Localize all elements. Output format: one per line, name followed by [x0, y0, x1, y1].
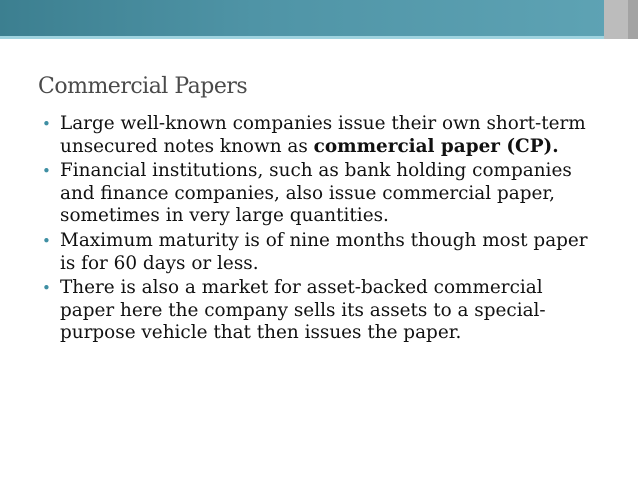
bullet-text: There is also a market for asset-backed commercial paper here the company sells its assets to a special-purpose vehicle that then issues the paper. — [60, 277, 546, 344]
bullet-icon: • — [42, 115, 51, 133]
bullet-item — [42, 230, 602, 275]
bullet-item — [42, 160, 602, 228]
bullet-item — [42, 113, 602, 158]
bullet-icon: • — [42, 231, 51, 250]
bullet-text: Maximum maturity is of nine months though most paper is for 60 days or less. — [60, 229, 588, 274]
bullet-text: Large well-known companies issue their own short-term unsecured notes known as — [60, 113, 586, 157]
bullet-item — [42, 277, 602, 345]
header-accent-line — [0, 36, 638, 39]
bullet-bold-text: commercial paper (CP). — [313, 135, 559, 157]
bullet-icon: • — [42, 162, 51, 181]
bullet-icon: • — [42, 279, 51, 298]
bullet-text: Financial institutions, such as bank holding companies and finance companies, also issue commercial paper, sometimes in very large quantities. — [60, 160, 572, 227]
bullet-list — [42, 113, 602, 347]
header-band — [0, 0, 638, 36]
corner-tab-shade — [628, 0, 638, 39]
slide-title: Commercial Papers — [38, 74, 248, 99]
